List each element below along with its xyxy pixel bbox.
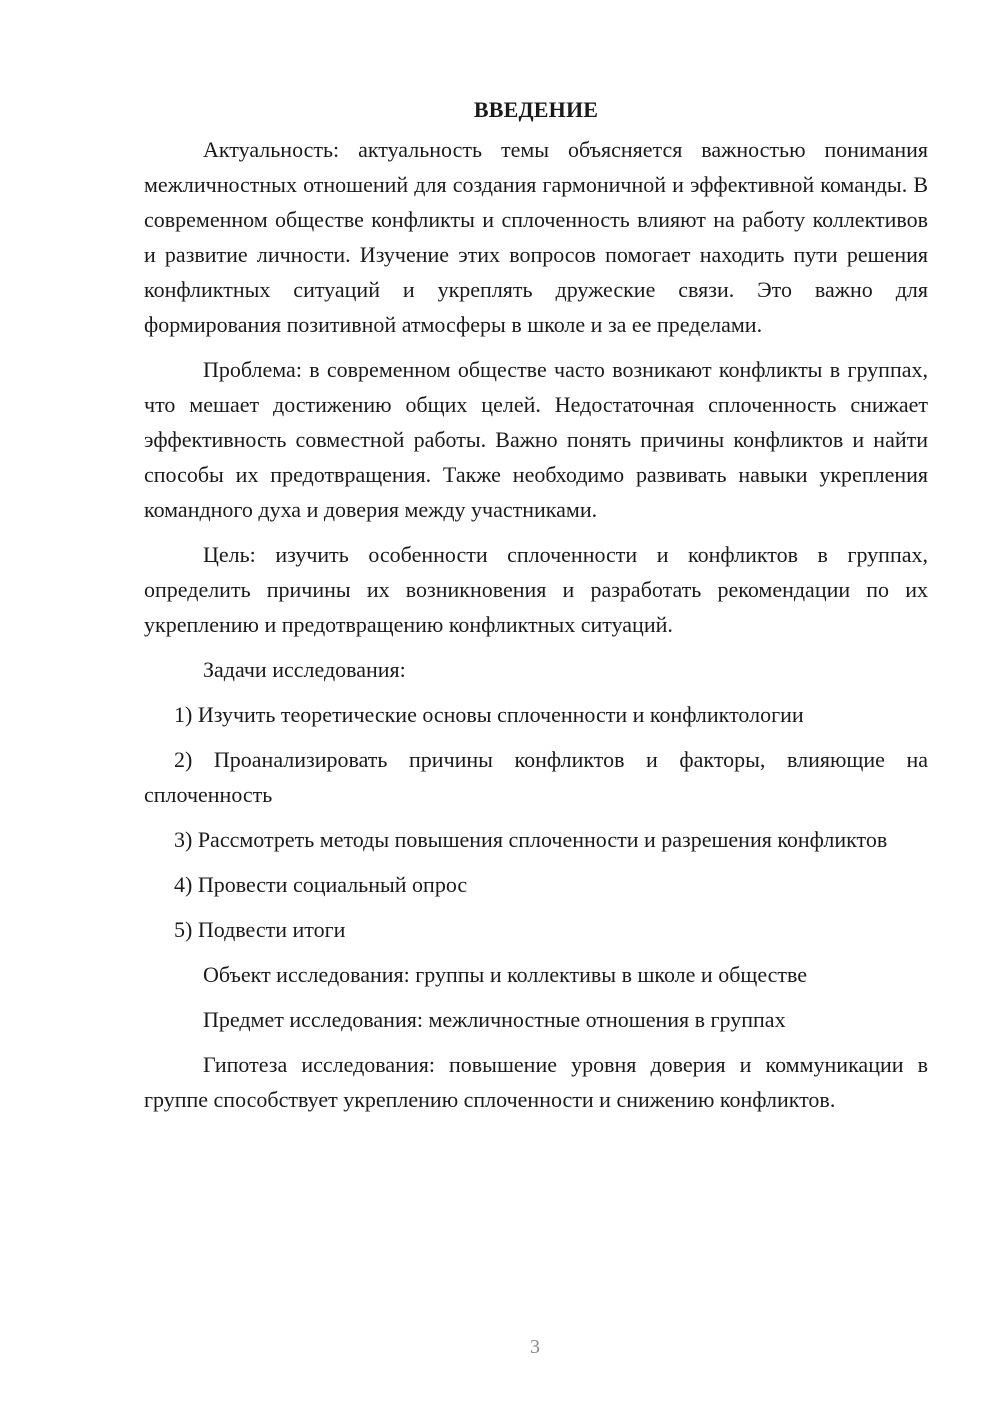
task-item-4: 4) Провести социальный опрос bbox=[174, 872, 468, 897]
page-number: 3 bbox=[530, 1336, 540, 1358]
goal-paragraph: Цель: изучить особенности сплоченности и конфликтов в группах, определить причины их возникновения и разработать рекомендации по их укреплению и предотвращению конфликтных ситуаций. bbox=[144, 542, 928, 637]
task-item-3: 3) Рассмотреть методы повышения сплоченности и разрешения конфликтов bbox=[174, 827, 888, 852]
object-paragraph: Объект исследования: группы и коллективы в школе и обществе bbox=[203, 962, 808, 987]
tasks-heading: Задачи исследования: bbox=[203, 657, 406, 682]
problem-paragraph: Проблема: в современном обществе часто возникают конфликты в группах, что мешает достижению общих целей. Недостаточная сплоченность снижает эффективность совместной работы. Важно понять причины конфликтов и найти способы их предотвращения. Также необходимо развивать навыки укрепления командного духа и доверия между участниками. bbox=[144, 357, 928, 522]
relevance-paragraph: Актуальность: актуальность темы объясняется важностью понимания межличностных отношений для создания гармоничной и эффективной команды. В современном обществе конфликты и сплоченность влияют на работу коллективов и развитие личности. Изучение этих вопросов помогает находить пути решения конфликтных ситуаций и укреплять дружеские связи. Это важно для формирования позитивной атмосферы в школе и за ее пределами. bbox=[144, 137, 928, 337]
task-item-5: 5) Подвести итоги bbox=[174, 917, 346, 942]
subject-paragraph: Предмет исследования: межличностные отношения в группах bbox=[203, 1007, 786, 1032]
page-title: ВВЕДЕНИЕ bbox=[473, 97, 599, 122]
hypothesis-paragraph: Гипотеза исследования: повышение уровня доверия и коммуникации в группе способствует укреплению сплоченности и снижению конфликтов. bbox=[144, 1052, 928, 1112]
document-page bbox=[144, 92, 928, 1127]
task-item-2: 2) Проанализировать причины конфликтов и факторы, влияющие на сплоченность bbox=[144, 747, 928, 807]
task-item-1: 1) Изучить теоретические основы сплоченности и конфликтологии bbox=[174, 702, 804, 727]
